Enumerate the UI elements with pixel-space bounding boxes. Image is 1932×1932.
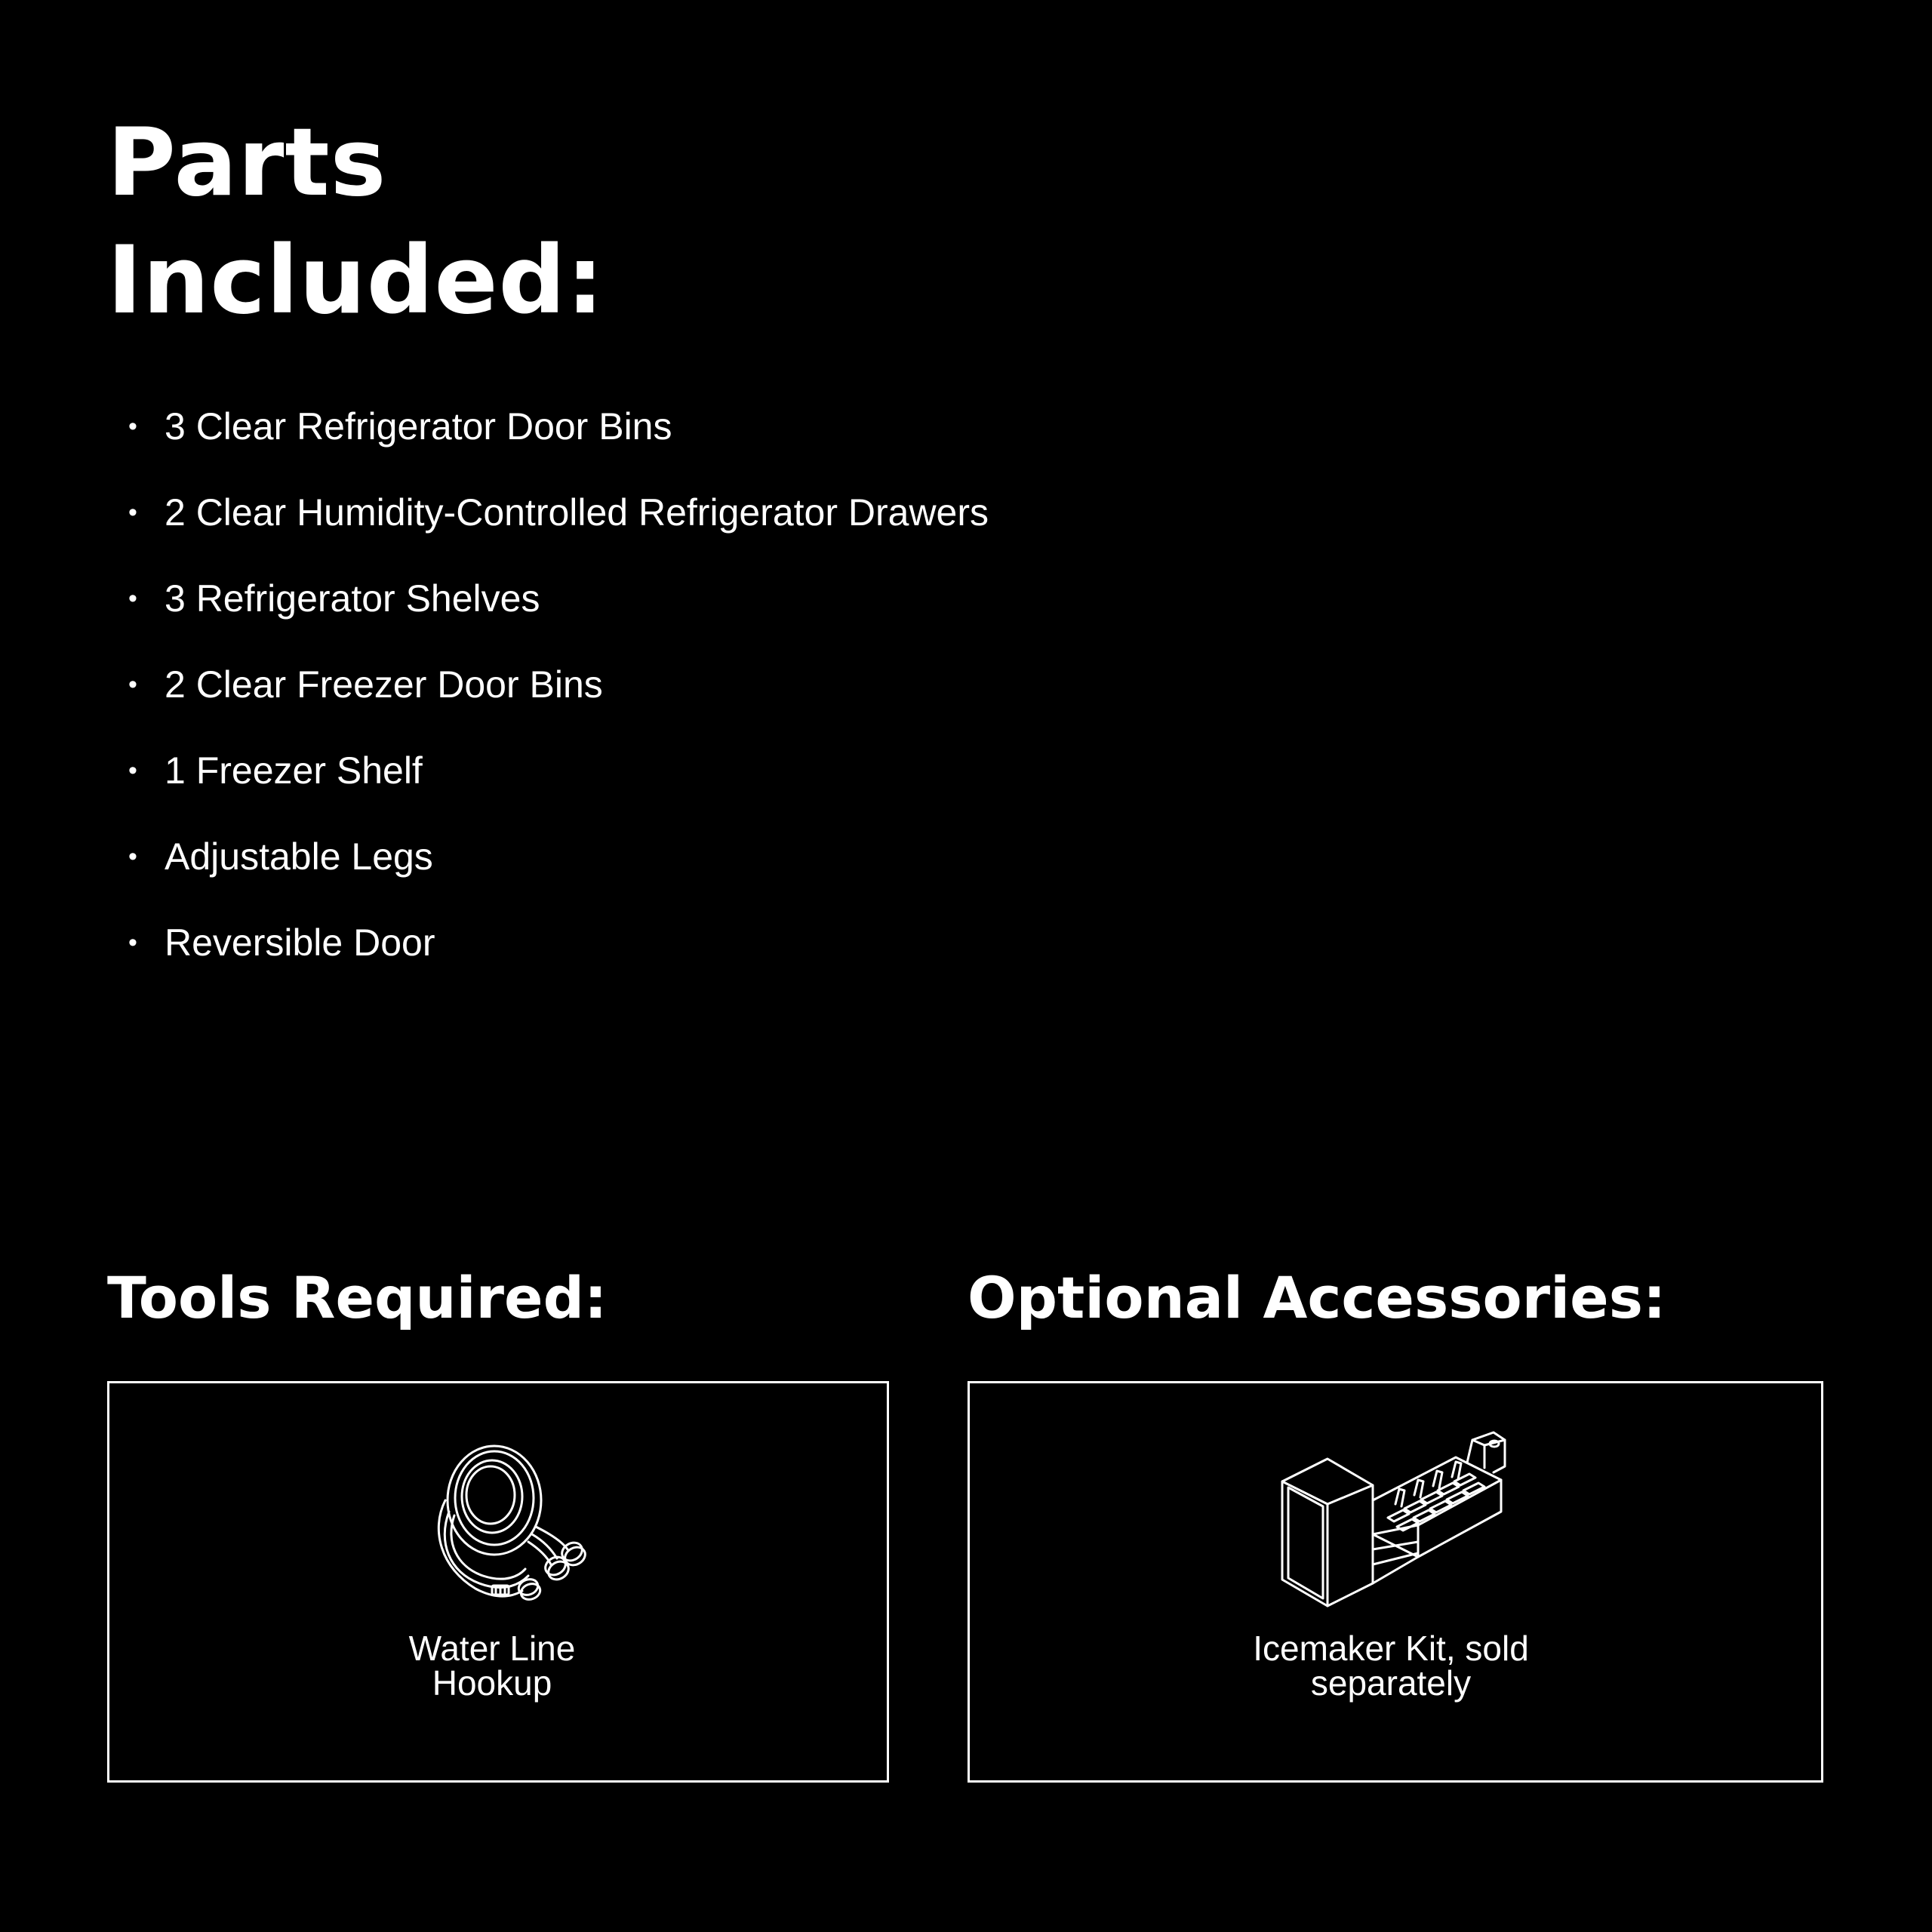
icemaker-icon [1275, 1429, 1516, 1610]
tools-required-heading: Tools Required: [107, 1264, 608, 1331]
parts-included-title [107, 104, 605, 340]
list-item [128, 405, 989, 491]
label-line-1: Water Line [408, 1629, 576, 1668]
icemaker-kit-label [970, 1629, 1812, 1703]
water-line-hookup-label [109, 1629, 875, 1703]
list-item-label: Adjustable Legs [165, 835, 433, 878]
title-line-2: Included: [107, 226, 605, 335]
list-item-label: 3 Refrigerator Shelves [165, 577, 540, 620]
bullet-icon: • [128, 756, 137, 785]
bullet-icon: • [128, 842, 137, 871]
bullet-icon: • [128, 412, 137, 441]
list-item [128, 577, 989, 663]
list-item-label: Reversible Door [165, 921, 435, 964]
bullet-icon: • [128, 670, 137, 699]
list-item [128, 835, 989, 921]
bullet-icon: • [128, 928, 137, 957]
list-item-label: 1 Freezer Shelf [165, 749, 423, 792]
parts-list [128, 405, 989, 1007]
list-item [128, 921, 989, 1007]
water-hose-icon [408, 1429, 589, 1602]
bullet-icon: • [128, 498, 137, 527]
bullet-icon: • [128, 584, 137, 613]
optional-accessories-box [968, 1381, 1823, 1783]
list-item [128, 663, 989, 749]
optional-accessories-heading: Optional Accessories: [968, 1264, 1666, 1331]
title-line-1: Parts [107, 109, 387, 217]
list-item [128, 749, 989, 835]
list-item-label: 2 Clear Humidity-Controlled Refrigerator Drawers [165, 491, 989, 534]
label-line-2: separately [1310, 1663, 1472, 1703]
list-item-label: 2 Clear Freezer Door Bins [165, 663, 603, 706]
label-line-1: Icemaker Kit, sold [1253, 1629, 1529, 1668]
tools-required-box [107, 1381, 889, 1783]
label-line-2: Hookup [432, 1663, 552, 1703]
list-item-label: 3 Clear Refrigerator Door Bins [165, 405, 672, 448]
list-item [128, 491, 989, 577]
